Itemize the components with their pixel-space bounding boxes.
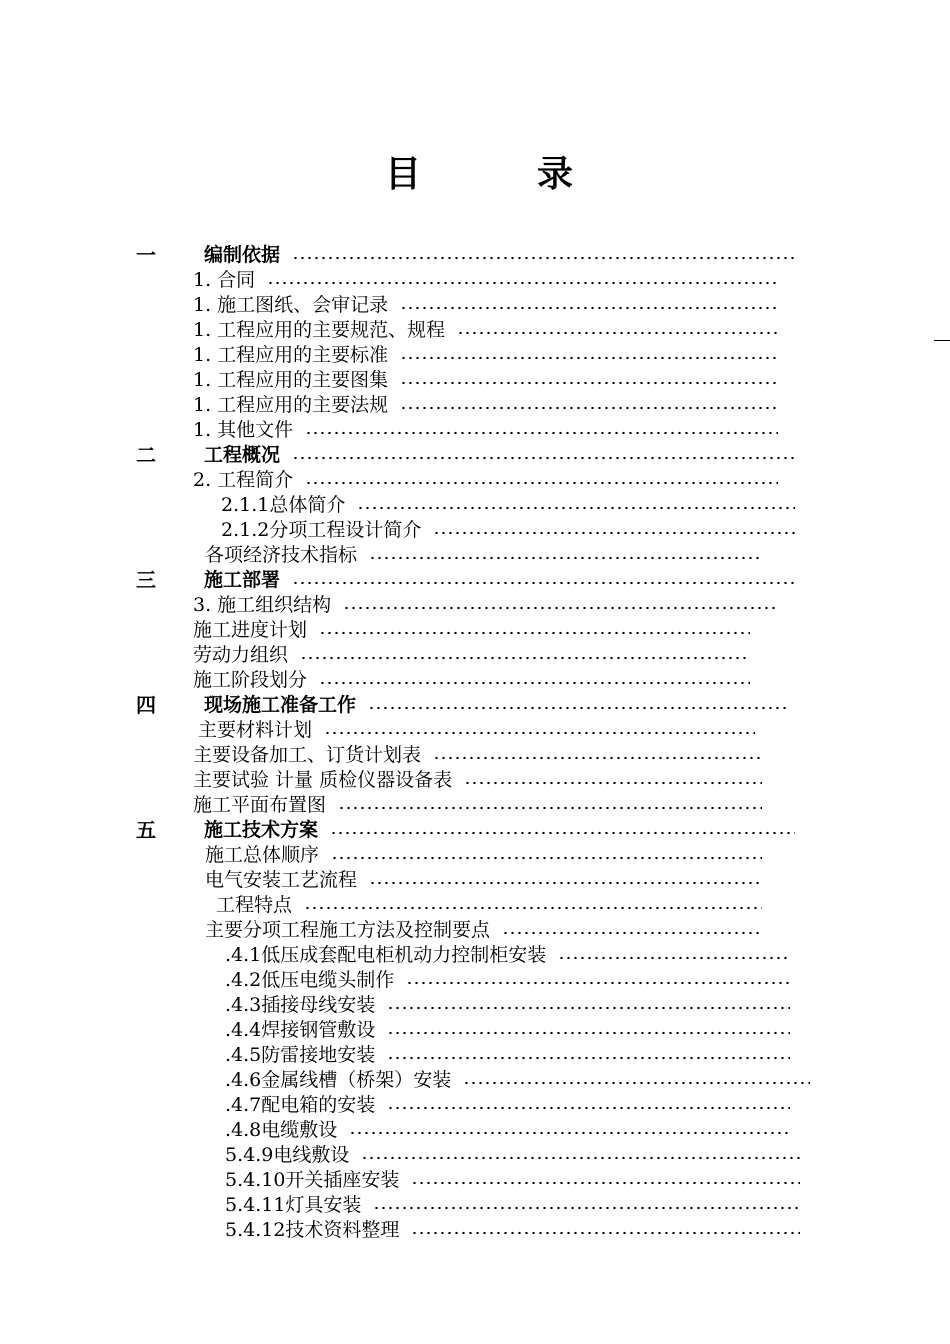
entry-title: 1. 工程应用的主要图集	[193, 369, 389, 391]
toc-entry[interactable]	[193, 593, 331, 618]
toc-entry[interactable]	[205, 543, 357, 568]
toc-entry[interactable]	[193, 293, 388, 318]
toc-entry[interactable]	[225, 1143, 349, 1168]
dot-leader	[361, 1155, 800, 1161]
section-title: 现场施工准备工作	[204, 694, 357, 716]
entry-title: 5.4.9电线敷设	[225, 1144, 350, 1166]
entry-title: 5.4.10开关插座安装	[225, 1169, 400, 1191]
entry-title: 1. 其他文件	[193, 419, 294, 441]
dot-leader	[411, 1180, 800, 1186]
dot-leader	[369, 880, 762, 886]
dot-leader	[357, 505, 795, 511]
toc-entry[interactable]	[193, 268, 255, 293]
entry-title: 1. 施工图纸、会审记录	[193, 294, 389, 316]
section-title: 编制依据	[204, 244, 281, 266]
page-title	[385, 146, 585, 196]
toc-entry[interactable]	[216, 893, 292, 918]
dot-leader	[324, 730, 755, 736]
toc-entry[interactable]	[225, 1018, 375, 1043]
toc-entry[interactable]	[193, 618, 307, 643]
dot-leader	[433, 755, 762, 761]
entry-title: .4.1低压成套配电柜机动力控制柜安装	[225, 944, 547, 966]
dot-leader	[387, 1005, 790, 1011]
section-number: 四	[136, 693, 156, 717]
dot-leader	[304, 905, 762, 911]
toc-entry[interactable]	[193, 393, 388, 418]
toc-entry[interactable]	[193, 743, 421, 768]
toc-entry[interactable]	[221, 518, 421, 543]
dot-leader	[558, 955, 790, 961]
dot-leader	[433, 530, 795, 536]
section-number: 三	[136, 568, 156, 592]
entry-title: 施工总体顺序	[205, 844, 320, 866]
toc-section-entry[interactable]	[204, 818, 318, 843]
dot-leader	[411, 1230, 800, 1236]
toc-entry[interactable]	[225, 943, 546, 968]
entry-title: 施工进度计划	[193, 619, 308, 641]
dot-leader	[319, 630, 750, 636]
dot-leader	[292, 580, 795, 586]
toc-section-entry[interactable]	[204, 693, 356, 718]
toc-entry[interactable]	[205, 843, 319, 868]
toc-entry[interactable]	[193, 343, 388, 368]
entry-title: 1. 工程应用的主要标准	[193, 344, 389, 366]
toc-section-entry[interactable]	[204, 243, 280, 268]
toc-entry[interactable]	[193, 318, 445, 343]
dot-leader	[305, 430, 778, 436]
entry-title: 劳动力组织	[193, 644, 289, 666]
dot-leader	[464, 780, 762, 786]
dot-leader	[349, 1130, 790, 1136]
toc-entry[interactable]	[205, 868, 357, 893]
section-number: 一	[136, 243, 156, 267]
toc-entry[interactable]	[198, 718, 312, 743]
dot-leader	[292, 455, 795, 461]
dot-leader	[305, 480, 778, 486]
entry-title: 工程特点	[216, 894, 293, 916]
dot-leader	[400, 305, 778, 311]
dot-leader	[300, 655, 750, 661]
entry-title: 主要试验 计量 质检仪器设备表	[193, 769, 453, 791]
toc-entry[interactable]	[225, 1093, 375, 1118]
dot-leader	[387, 1105, 790, 1111]
entry-title: .4.3插接母线安装	[225, 994, 376, 1016]
entry-title: .4.5防雷接地安装	[225, 1044, 376, 1066]
entry-title: .4.4焊接钢管敷设	[225, 1019, 376, 1041]
toc-entry[interactable]	[193, 418, 293, 443]
toc-entry[interactable]	[225, 1068, 451, 1093]
entry-title: .4.8电缆敷设	[225, 1119, 338, 1141]
entry-title: 主要分项工程施工方法及控制要点	[205, 919, 491, 941]
dot-leader	[343, 605, 778, 611]
toc-entry[interactable]	[221, 493, 345, 518]
toc-entry[interactable]	[225, 1193, 361, 1218]
dot-leader	[267, 280, 778, 286]
entry-title: .4.6金属线槽（桥架）安装	[225, 1069, 452, 1091]
entry-title: 施工平面布置图	[193, 794, 327, 816]
edge-mark	[934, 340, 950, 341]
entry-title: 各项经济技术指标	[205, 544, 358, 566]
entry-title: 1. 合同	[193, 269, 256, 291]
dot-leader	[319, 680, 750, 686]
dot-leader	[292, 255, 795, 261]
entry-title: .4.2低压电缆头制作	[225, 969, 395, 991]
toc-entry[interactable]	[193, 668, 307, 693]
dot-leader	[330, 830, 795, 836]
toc-entry[interactable]	[193, 793, 326, 818]
toc-entry[interactable]	[193, 368, 388, 393]
toc-entry[interactable]	[193, 468, 293, 493]
dot-leader	[331, 855, 762, 861]
dot-leader	[387, 1055, 790, 1061]
dot-leader	[502, 930, 762, 936]
dot-leader	[463, 1080, 810, 1086]
entry-title: 5.4.11灯具安装	[225, 1194, 362, 1216]
title-char-2: 录	[537, 154, 574, 195]
entry-title: 3. 施工组织结构	[193, 594, 332, 616]
entry-title: 1. 工程应用的主要法规	[193, 394, 389, 416]
entry-title: 施工阶段划分	[193, 669, 308, 691]
dot-leader	[369, 555, 762, 561]
dot-leader	[373, 1205, 800, 1211]
title-char-1: 目	[385, 154, 422, 195]
entry-title: 主要材料计划	[198, 719, 313, 741]
toc-entry[interactable]	[225, 1168, 399, 1193]
section-title: 施工技术方案	[204, 819, 319, 841]
toc-entry[interactable]	[205, 918, 490, 943]
toc-section-entry[interactable]	[204, 568, 280, 593]
dot-leader	[368, 705, 790, 711]
entry-title: 1. 工程应用的主要规范、规程	[193, 319, 446, 341]
toc-entry[interactable]	[225, 1218, 399, 1243]
dot-leader	[400, 405, 778, 411]
dot-leader	[406, 980, 790, 986]
section-number: 二	[136, 443, 156, 467]
section-title: 工程概况	[204, 444, 281, 466]
entry-title: 2.1.2分项工程设计简介	[221, 519, 422, 541]
toc-entry[interactable]	[193, 643, 288, 668]
toc-entry[interactable]	[225, 968, 394, 993]
entry-title: 2.1.1总体简介	[221, 494, 346, 516]
section-title: 施工部署	[204, 569, 281, 591]
toc-entry[interactable]	[225, 1043, 375, 1068]
section-number: 五	[136, 818, 156, 842]
dot-leader	[457, 330, 778, 336]
dot-leader	[387, 1030, 790, 1036]
entry-title: 电气安装工艺流程	[205, 869, 358, 891]
entry-title: 2. 工程简介	[193, 469, 294, 491]
entry-title: .4.7配电箱的安装	[225, 1094, 376, 1116]
toc-entry[interactable]	[225, 1118, 337, 1143]
dot-leader	[400, 380, 778, 386]
toc-section-entry[interactable]	[204, 443, 280, 468]
dot-leader	[338, 805, 762, 811]
dot-leader	[400, 355, 778, 361]
entry-title: 5.4.12技术资料整理	[225, 1219, 400, 1241]
entry-title: 主要设备加工、订货计划表	[193, 744, 422, 766]
toc-entry[interactable]	[193, 768, 452, 793]
toc-entry[interactable]	[225, 993, 375, 1018]
